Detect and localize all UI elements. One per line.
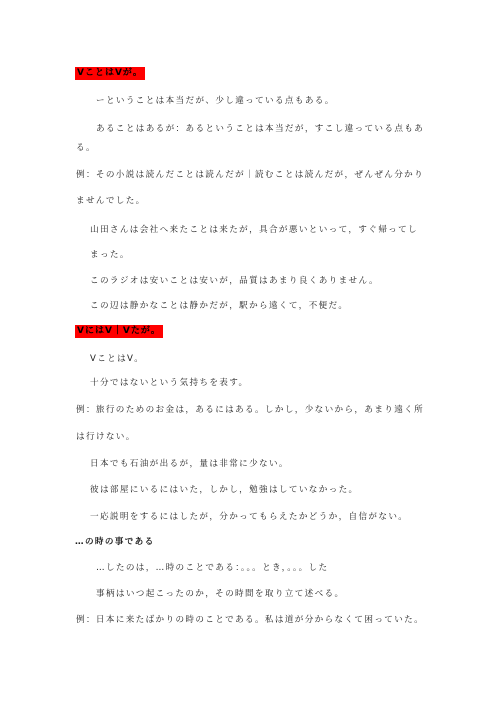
example-line: まった。 (90, 250, 130, 260)
example-line: 山田さんは会社へ来たことは来たが，具合が悪いといって，すぐ帰ってし (90, 225, 418, 235)
example-line: 例：その小説は読んだことは読んだが｜読むことは読んだが，ぜんぜん分かり (76, 170, 425, 180)
grammar-heading-3: …の時の事である (75, 537, 155, 547)
example-line: この辺は静かなことは静かだが，駅から遠くて，不便だ。 (90, 301, 349, 311)
example-line: 例：旅行のためのお金は，あるにはある。しかし，少ないから，あまり遠く所 (76, 405, 425, 415)
definition-line: 事柄はいつ起こったのか，その時間を取り立て述べる。 (96, 589, 345, 599)
definition-line: …したのは，…時のことである：。。。とき，。。。した (96, 563, 329, 573)
example-line: ませんでした。 (76, 196, 146, 206)
example-line: は行けない。 (76, 432, 136, 442)
grammar-heading-2: VにはV｜Vたが。 (77, 326, 161, 336)
grammar-heading-1: VことはVが。 (77, 68, 143, 78)
example-line: 一応説明をするにはしたが，分かってもらえたかどうか，自信がない。 (90, 512, 409, 522)
example-line: 日本でも石油が出るが，量は非常に少ない。 (90, 459, 289, 469)
definition-line: る。 (76, 143, 96, 153)
example-line: このラジオは安いことは安いが，品質はあまり良くありません。 (90, 276, 379, 286)
definition-line: 十分ではないという気持ちを表す。 (90, 378, 249, 388)
definition-line: VことはV。 (90, 354, 145, 364)
definition-line: ーということは本当だが、少し違っている点もある。 (96, 96, 335, 106)
example-line: 例：日本に来たばかりの時のことである。私は道が分からなくて困っていた。 (76, 615, 425, 625)
example-line: 彼は部屋にいるにはいた，しかし，勉強はしていなかった。 (90, 485, 359, 495)
definition-line: あることはあるが：あるということは本当だが，すこし違っている点もあ (96, 124, 425, 134)
